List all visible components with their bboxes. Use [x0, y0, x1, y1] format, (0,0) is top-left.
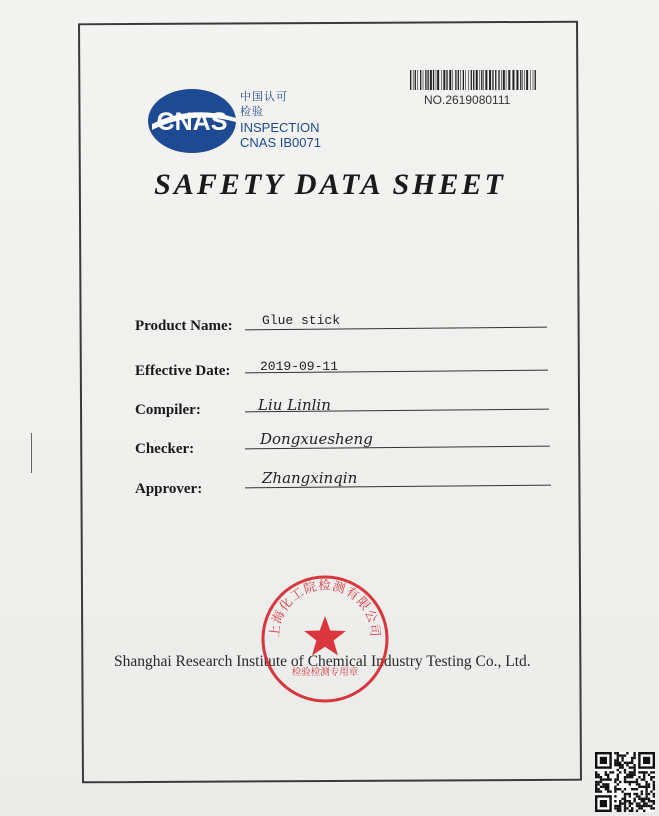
cnas-en-line2: CNAS IB0071: [240, 135, 321, 150]
qr-code-icon: [595, 752, 655, 812]
cnas-logo-lettering: CNAS: [156, 108, 228, 136]
checker-signature: Dongxuesheng: [260, 430, 373, 448]
svg-text:上海化工院检测有限公司: 上海化工院检测有限公司: [266, 577, 384, 639]
barcode-icon: [410, 70, 538, 90]
official-seal-stamp: [258, 572, 392, 706]
cnas-cn-line1: 中国认可: [240, 91, 288, 103]
effective-date-label: Effective Date:: [135, 363, 231, 379]
margin-mark: [31, 433, 35, 473]
approver-label: Approver:: [135, 481, 203, 497]
approver-signature: Zhangxinqin: [262, 469, 358, 487]
institute-name: Shanghai Research Institute of Chemical Industry Testing Co., Ltd.: [114, 653, 531, 670]
compiler-signature: Liu Linlin: [258, 396, 331, 414]
svg-text:检验检测专用章: 检验检测专用章: [291, 667, 359, 678]
document-number: NO.2619080111: [424, 93, 511, 107]
cnas-accreditation-text: [240, 90, 321, 150]
cnas-en-line1: INSPECTION: [240, 120, 320, 135]
product-name-label: Product Name:: [135, 318, 233, 334]
compiler-label: Compiler:: [135, 402, 201, 418]
cnas-cn-line2: 检验: [240, 106, 264, 118]
document-title: SAFETY DATA SHEET: [154, 168, 506, 201]
effective-date-value: 2019-09-11: [260, 359, 339, 374]
product-name-value: Glue stick: [262, 313, 341, 328]
checker-label: Checker:: [135, 441, 195, 457]
cnas-logo: [146, 86, 242, 156]
